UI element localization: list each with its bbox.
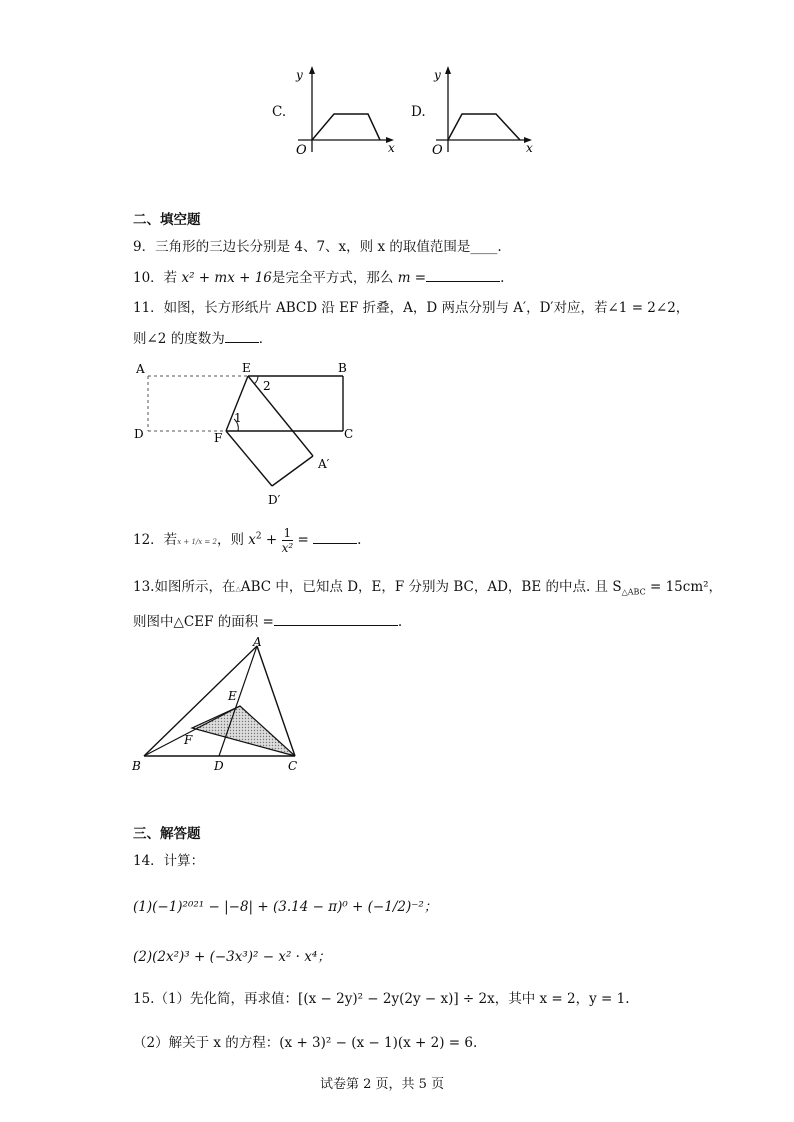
q12-suffix: . [357,532,362,548]
tri-label-E: E [228,689,237,703]
tri-label-B: B [132,759,141,773]
q11-line2-suffix: ． [258,331,273,347]
q13-prefix: 13.如图所示，在 [133,579,236,595]
label-D-prime: D′ [268,493,281,507]
question-13-line2 [133,610,402,630]
graph-d [428,62,540,162]
q13-sub: △ABC [621,587,646,597]
question-15-part2: （2）解关于 x 的方程：(x + 3)² − (x − 1)(x + 2) = 6. [133,1035,478,1051]
q10-blank [426,281,500,282]
q13-line2-suffix: . [397,614,403,630]
question-10 [133,266,504,286]
graph-c-origin: O [296,143,307,158]
q10-suffix: . [500,270,505,286]
q11-blank [225,342,259,343]
label-B: B [338,361,347,375]
question-15-part1: 15.（1）先化简，再求值：[(x − 2y)² − 2y(2y − x)] ÷ 2x，其中 x = 2，y = 1. [133,991,630,1007]
label-F: F [214,431,223,445]
option-c-label: C. [272,104,287,120]
q12-fraction: $\frac{1}{\text{x²}}$ [281,526,294,555]
section-fill-blank-title: 二、填空题 [133,212,201,228]
page-footer: 试卷第 2 页，共 5 页 [320,1077,445,1092]
q10-mid: 是完全平方式，那么 [271,270,398,286]
q12-eq: = [293,532,314,548]
label-A: A [136,362,145,376]
question-11-line1: 11．如图，长方形纸片 ABCD 沿 EF 折叠，A，D 两点分别与 A′，D′对应，若∠1 = 2∠2， [133,300,690,316]
question-12: 12．若x + 1/x = 2，则 $x^2$ + $\frac{1}{\text{x²}}$ = . [133,526,362,555]
graph-c-y-label: y [296,68,303,82]
fold-rectangle-figure [130,356,370,516]
tri-label-A: A [253,636,262,649]
label-E: E [242,361,251,375]
q12-condition: x + 1/x = 2 [177,538,217,546]
q10-prefix: 10．若 [133,270,182,286]
option-d-label: D. [411,104,426,120]
graph-c [288,62,398,162]
question-14-part2: (2)(2x²)³ + (−3x³)² − x² · x⁴； [133,949,331,965]
q13-suffix: = 15cm²， [645,579,723,595]
q10-m: m = [397,270,427,286]
label-A-prime: A′ [318,457,330,471]
label-C: C [344,427,354,441]
q12-x2: x [248,532,256,548]
q13-line2-prefix: 则图中△CEF 的面积 = [133,614,274,630]
angle-1: 1 [234,411,242,425]
q10-expr: x² + mx + 16 [181,270,272,286]
q13-blank [274,625,398,626]
label-D: D [134,427,144,441]
tri-label-D: D [214,759,224,773]
question-13-line1: 13.如图所示，在△ABC 中，已知点 D，E，F 分别为 BC，AD，BE 的中点. 且 $S_{\triangle ABC} = 15cm^2$， [133,579,723,597]
question-9: 9．三角形的三边长分别是 4、7、x，则 x 的取值范围是____. [133,239,502,255]
q12-mid: ，则 [216,532,249,548]
graph-c-x-label: x [388,141,395,155]
question-11-line2 [133,327,272,347]
question-14-part1: (1)(−1)²⁰²¹ − |−8| + (3.14 − π)⁰ + (−1/2)⁻²； [133,899,438,915]
question-14-title: 14．计算： [133,853,205,869]
section-solve-title: 三、解答题 [133,826,201,842]
q12-blank [313,543,357,544]
q11-line2-prefix: 则∠2 的度数为 [133,331,225,347]
q12-prefix: 12．若 [133,532,178,548]
graph-d-y-label: y [434,68,441,82]
graph-d-origin: O [432,143,443,158]
tri-label-F: F [184,733,193,747]
q13-mid: ABC 中，已知点 D，E，F 分别为 BC，AD，BE 的中点. 且 S [240,579,622,595]
tri-label-C: C [288,759,298,773]
angle-2: 2 [263,379,271,393]
q12-plus: + [261,532,282,548]
graph-d-x-label: x [526,141,533,155]
triangle-figure [130,636,310,776]
